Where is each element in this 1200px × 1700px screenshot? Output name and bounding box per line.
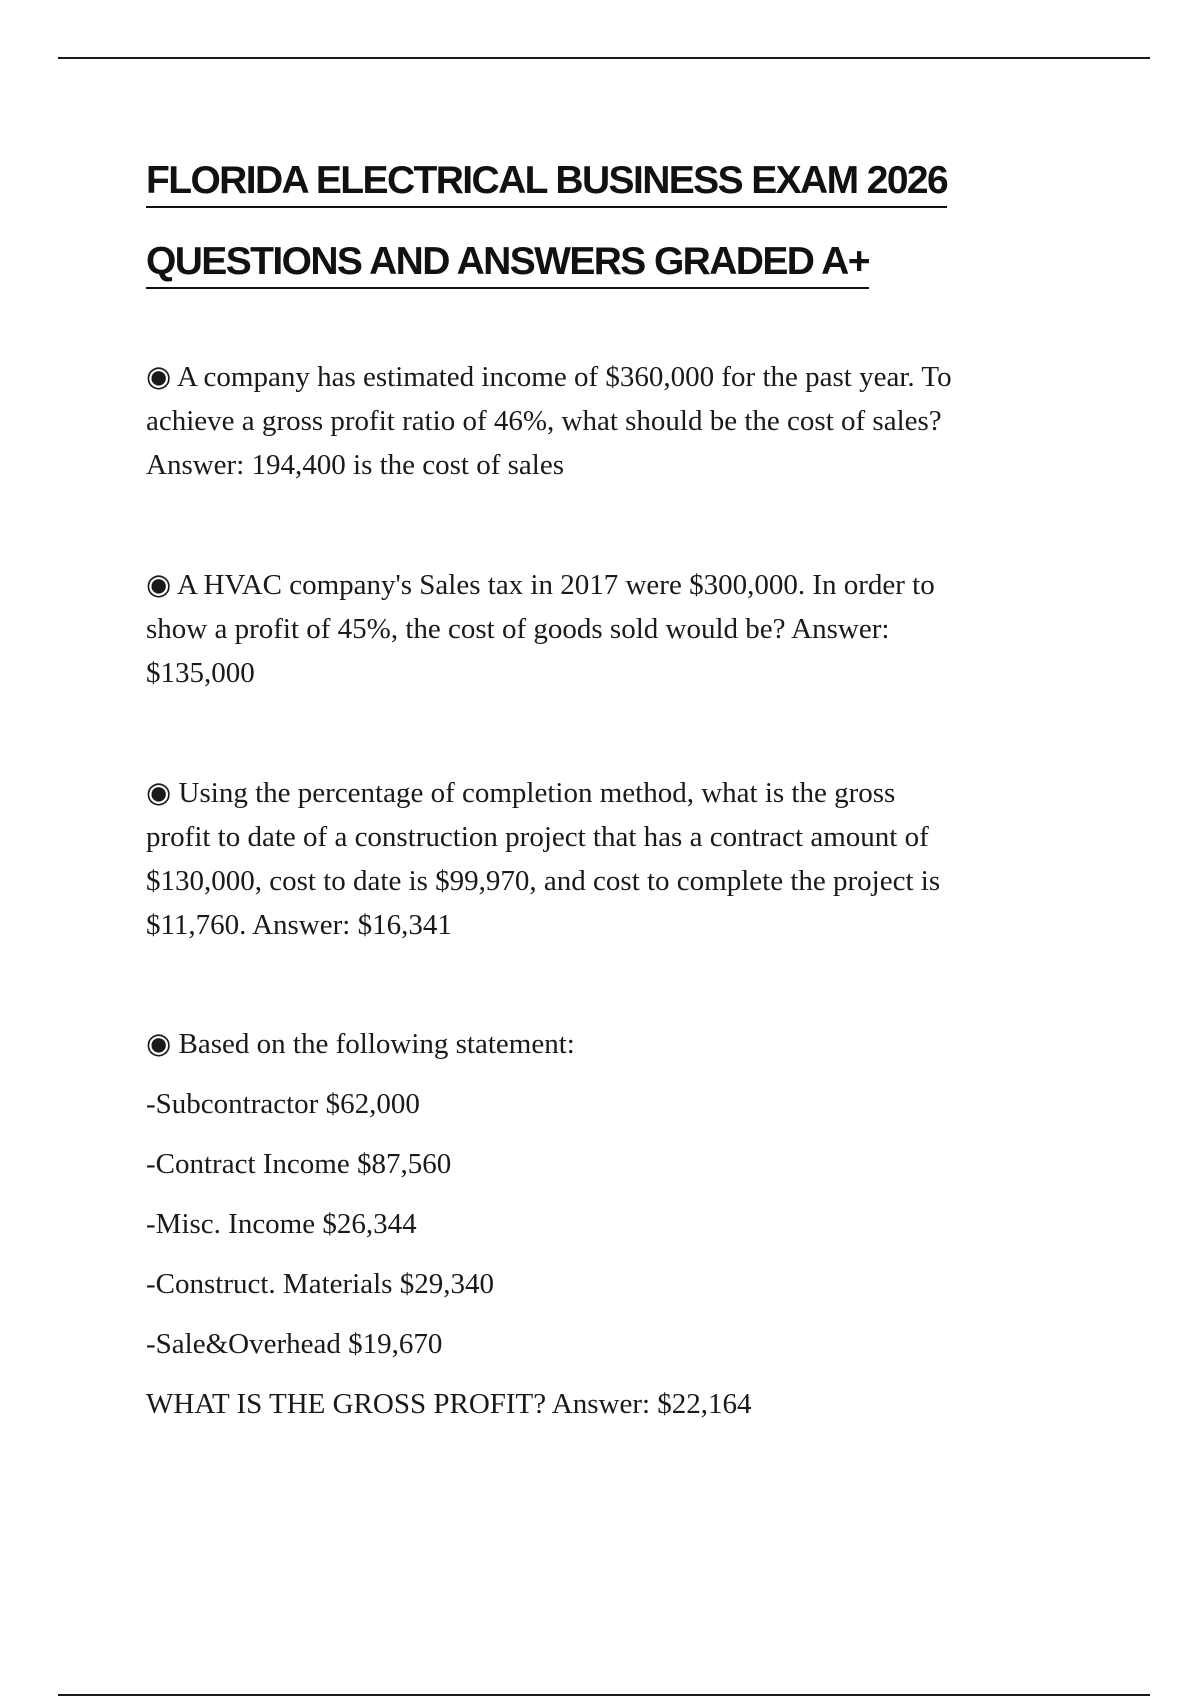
question-line: $130,000, cost to date is $99,970, and cost to complete the project is <box>146 865 941 897</box>
question-line: ◉ A HVAC company's Sales tax in 2017 were $300,000. In order to <box>146 569 935 601</box>
answer-line: WHAT IS THE GROSS PROFIT? Answer: $22,164 <box>146 1388 752 1420</box>
question-line: ◉ Based on the following statement: <box>146 1028 575 1060</box>
question-3 <box>146 771 940 947</box>
question-4 <box>146 1014 752 1434</box>
document-title <box>146 146 947 308</box>
question-2 <box>146 563 935 695</box>
statement-item: -Subcontractor $62,000 <box>146 1088 420 1120</box>
answer-line: $11,760. Answer: $16,341 <box>146 909 452 941</box>
top-rule <box>58 57 1150 59</box>
question-1 <box>146 355 952 487</box>
statement-item: -Misc. Income $26,344 <box>146 1208 417 1240</box>
question-line: show a profit of 45%, the cost of goods sold would be? Answer: <box>146 613 890 645</box>
title-line-2: QUESTIONS AND ANSWERS GRADED A+ <box>146 237 869 289</box>
answer-line: $135,000 <box>146 657 255 689</box>
question-line: achieve a gross profit ratio of 46%, what should be the cost of sales? <box>146 405 942 437</box>
question-line: ◉ Using the percentage of completion method, what is the gross <box>146 777 896 809</box>
statement-item: -Sale&Overhead $19,670 <box>146 1328 443 1360</box>
bottom-rule <box>58 1694 1150 1696</box>
statement-item: -Construct. Materials $29,340 <box>146 1268 494 1300</box>
title-line-1: FLORIDA ELECTRICAL BUSINESS EXAM 2026 <box>146 156 947 208</box>
statement-item: -Contract Income $87,560 <box>146 1148 452 1180</box>
question-line: ◉ A company has estimated income of $360,000 for the past year. To <box>146 361 952 393</box>
question-line: profit to date of a construction project that has a contract amount of <box>146 821 929 853</box>
answer-line: Answer: 194,400 is the cost of sales <box>146 449 565 481</box>
